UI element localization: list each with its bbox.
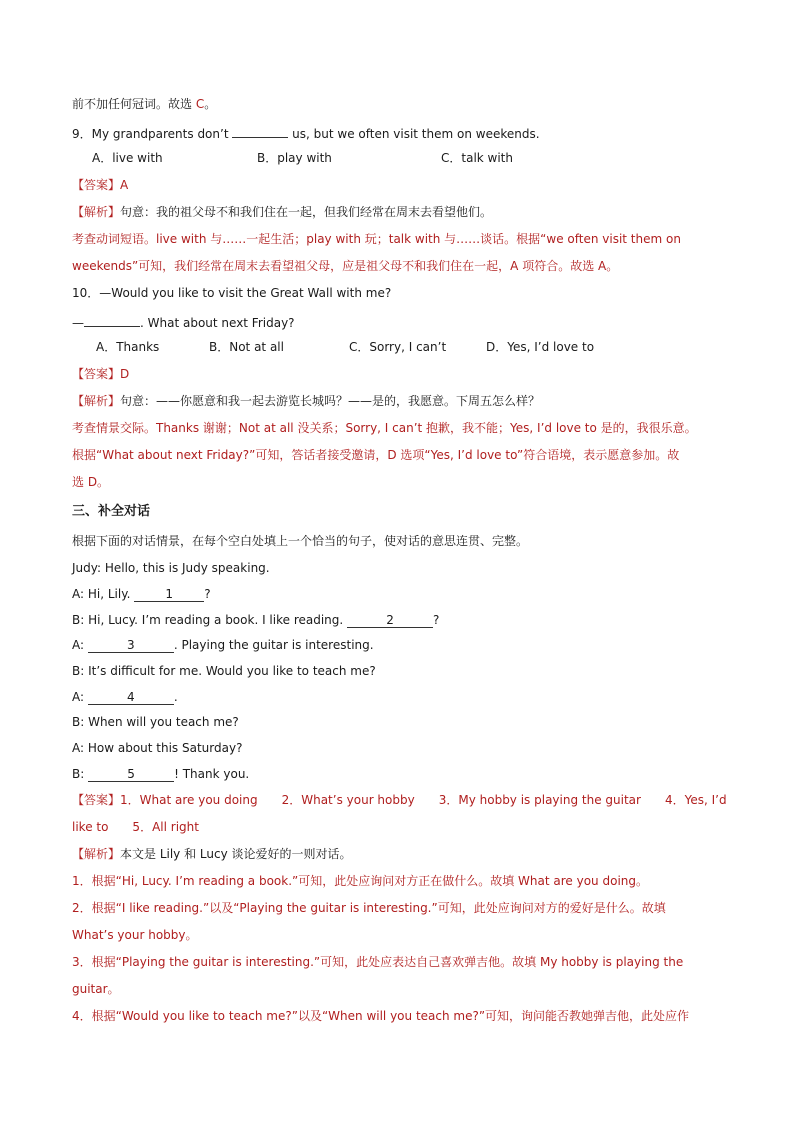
question-10: 10．—Would you like to visit the Great Wall with me? — [72, 286, 392, 300]
analysis-9-line1: 考查动词短语。live with 与……一起生活；play with 玩；talk with 与……谈话。根据“we often visit them on — [72, 232, 681, 246]
analysis-item-1: 1．根据“Hi, Lucy. I’m reading a book.”可知，此处应询问对方正在做什么。故填 What are you doing。 — [72, 874, 648, 888]
analysis-10-meaning: 【解析】句意：——你愿意和我一起去游览长城吗？——是的，我愿意。下周五怎么样？ — [72, 394, 541, 408]
answer-10: 【答案】D — [72, 367, 130, 381]
analysis-10-line3: 选 D。 — [72, 475, 110, 489]
dialogue-line-6: A: 4 . — [72, 690, 178, 704]
dialogue-line-1: Judy: Hello, this is Judy speaking. — [72, 561, 270, 575]
answer-blank — [232, 123, 288, 138]
dialogue-line-7: B: When will you teach me? — [72, 715, 239, 729]
option-c: C．talk with — [441, 151, 513, 165]
blank-2: 2 — [347, 613, 433, 628]
analysis-item-3b: guitar。 — [72, 982, 120, 996]
blank-5: 5 — [88, 767, 174, 782]
option-b: B．Not at all — [209, 340, 284, 354]
dialogue-line-4: A: 3 . Playing the guitar is interesting. — [72, 638, 374, 652]
answer-blank — [84, 312, 140, 327]
option-c: C．Sorry, I can’t — [349, 340, 447, 354]
answers-section3-line1: 【答案】1．What are you doing 2．What’s your hobby 3．My hobby is playing the guitar 4．Yes, I’d — [72, 793, 727, 807]
option-a: A．live with — [92, 151, 163, 165]
dialogue-line-9: B: 5 ! Thank you. — [72, 767, 250, 781]
dialogue-line-2: A: Hi, Lily. 1 ? — [72, 587, 211, 601]
analysis-item-4: 4．根据“Would you like to teach me?”以及“When will you teach me?”可知，询问能否教她弹吉他，此处应作 — [72, 1009, 690, 1023]
section-instruction: 根据下面的对话情景，在每个空白处填上一个恰当的句子，使对话的意思连贯、完整。 — [72, 534, 529, 548]
blank-4: 4 — [88, 690, 174, 705]
option-a: A．Thanks — [96, 340, 160, 354]
option-b: B．play with — [257, 151, 332, 165]
dialogue-line-5: B: It’s difficult for me. Would you like to teach me? — [72, 664, 376, 678]
analysis-item-2b: What’s your hobby。 — [72, 928, 198, 942]
answer-9: 【答案】A — [72, 178, 129, 192]
answers-section3-line2: like to 5．All right — [72, 820, 199, 834]
previous-analysis-tail: 前不加任何冠词。故选 C。 — [72, 97, 217, 111]
analysis-9-meaning: 【解析】句意：我的祖父母不和我们住在一起，但我们经常在周末去看望他们。 — [72, 205, 493, 219]
section-title: 三、补全对话 — [72, 504, 151, 519]
analysis-9-line2: weekends”可知，我们经常在周末去看望祖父母，应是祖父母不和我们住在一起，A 项符合。故选 A。 — [72, 259, 619, 273]
dialogue-line-8: A: How about this Saturday? — [72, 741, 243, 755]
blank-3: 3 — [88, 638, 174, 653]
question-10-reply: — . What about next Friday? — [72, 312, 295, 331]
dialogue-line-3: B: Hi, Lucy. I’m reading a book. I like reading. 2 ? — [72, 613, 440, 627]
analysis-10-line1: 考查情景交际。Thanks 谢谢；Not at all 没关系；Sorry, I can’t 抱歉，我不能；Yes, I’d love to 是的，我很乐意。 — [72, 421, 697, 435]
analysis-item-3a: 3．根据“Playing the guitar is interesting.”可知，此处应表达自己喜欢弹吉他。故填 My hobby is playing the — [72, 955, 684, 969]
analysis-section3-intro: 【解析】本文是 Lily 和 Lucy 谈论爱好的一则对话。 — [72, 847, 352, 861]
analysis-item-2a: 2．根据“I like reading.”以及“Playing the guitar is interesting.”可知，此处应询问对方的爱好是什么。故填 — [72, 901, 666, 915]
blank-1: 1 — [134, 587, 204, 602]
option-d: D．Yes, I’d love to — [486, 340, 595, 354]
analysis-10-line2: 根据“What about next Friday?”可知，答话者接受邀请，D 选项“Yes, I’d love to”符合语境，表示愿意参加。故 — [72, 448, 680, 462]
question-9: 9．My grandparents don’t us, but we often visit them on weekends. — [72, 123, 540, 142]
